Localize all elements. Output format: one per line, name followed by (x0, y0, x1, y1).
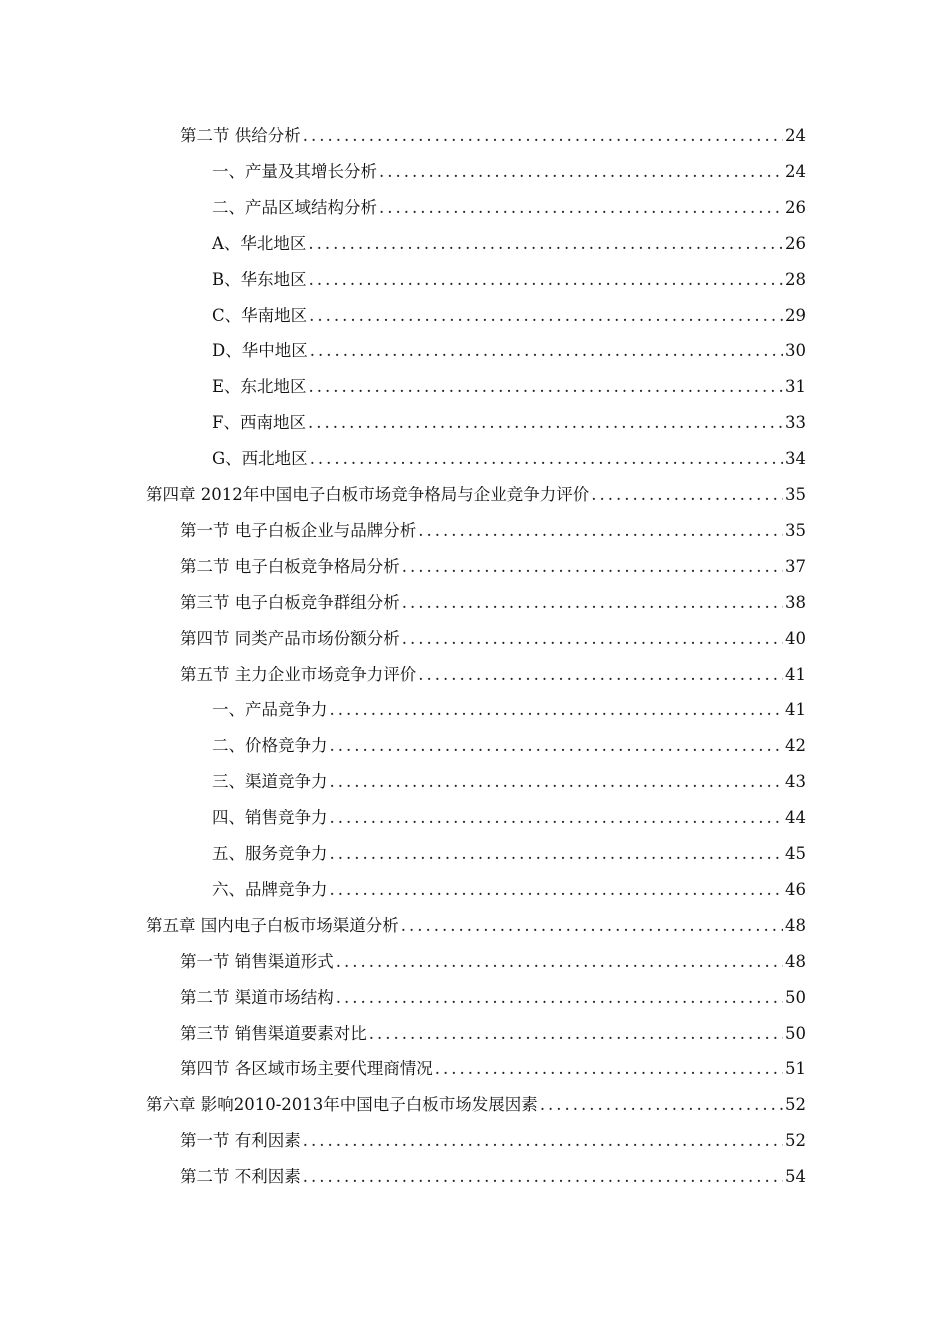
toc-entry[interactable] (212, 333, 806, 369)
toc-entry[interactable] (180, 585, 806, 621)
toc-entry-page-number: 44 (785, 808, 806, 828)
toc-entry[interactable] (212, 800, 806, 836)
toc-entry-page-number: 26 (785, 233, 806, 253)
toc-entry[interactable] (146, 477, 806, 513)
dot-leader (309, 262, 783, 298)
toc-entry-page-number: 29 (785, 305, 806, 325)
dot-leader (330, 764, 784, 800)
dot-leader (402, 585, 783, 621)
toc-entry-title: B、华东地区 (212, 269, 307, 289)
toc-entry-title: D、华中地区 (212, 341, 308, 361)
toc-entry[interactable] (212, 262, 806, 298)
dot-leader (308, 226, 783, 262)
toc-entry[interactable] (180, 1159, 806, 1195)
toc-entry-title: 第一节 电子白板企业与品牌分析 (180, 520, 417, 540)
toc-entry[interactable] (180, 1123, 806, 1159)
dot-leader (379, 154, 783, 190)
dot-leader (418, 513, 783, 549)
dot-leader (308, 405, 783, 441)
toc-entry-title: 一、产量及其增长分析 (212, 161, 377, 181)
toc-entry-title: A、华北地区 (212, 233, 307, 253)
dot-leader (402, 549, 783, 585)
toc-entry-title: 三、渠道竞争力 (212, 772, 328, 792)
toc-entry-title: 二、产品区域结构分析 (212, 197, 377, 217)
dot-leader (369, 1016, 783, 1052)
toc-entry[interactable] (212, 190, 806, 226)
dot-leader (418, 657, 783, 693)
toc-entry-page-number: 30 (785, 341, 806, 361)
toc-entry-page-number: 38 (785, 592, 806, 612)
dot-leader (402, 621, 783, 657)
toc-entry-title: 第四章 2012年中国电子白板市场竞争格局与企业竞争力评价 (146, 485, 590, 504)
toc-entry-page-number: 50 (785, 987, 806, 1007)
toc-entry[interactable] (146, 908, 806, 944)
toc-entry-page-number: 34 (785, 449, 806, 469)
toc-entry[interactable] (212, 441, 806, 477)
dot-leader (336, 944, 783, 980)
toc-entry-page-number: 42 (785, 736, 806, 756)
toc-entry-page-number: 28 (785, 269, 806, 289)
toc-entry[interactable] (180, 118, 806, 154)
toc-entry[interactable] (212, 764, 806, 800)
toc-entry-page-number: 24 (785, 161, 806, 181)
toc-entry-title: 第三节 销售渠道要素对比 (180, 1023, 367, 1043)
dot-leader (310, 441, 783, 477)
toc-entry-page-number: 43 (785, 772, 806, 792)
toc-entry-page-number: 37 (785, 556, 806, 576)
toc-entry-title: 二、价格竞争力 (212, 736, 328, 756)
toc-entry-title: 第五章 国内电子白板市场渠道分析 (146, 915, 399, 935)
dot-leader (303, 1123, 783, 1159)
toc-entry-title: 一、产品竞争力 (212, 700, 328, 720)
dot-leader (330, 800, 784, 836)
toc-entry-title: 第四节 同类产品市场份额分析 (180, 628, 400, 648)
dot-leader (303, 1159, 783, 1195)
toc-entry-page-number: 33 (785, 413, 806, 433)
toc-entry-title: 第四节 各区域市场主要代理商情况 (180, 1059, 433, 1079)
toc-entry-page-number: 51 (785, 1059, 806, 1079)
dot-leader (330, 728, 784, 764)
toc-entry[interactable] (180, 549, 806, 585)
toc-entry-page-number: 26 (785, 197, 806, 217)
toc-entry[interactable] (212, 298, 806, 334)
toc-entry-title: 第一节 销售渠道形式 (180, 951, 334, 971)
toc-entry[interactable] (180, 1051, 806, 1087)
toc-entry-page-number: 48 (785, 951, 806, 971)
toc-entry-page-number: 24 (785, 126, 806, 145)
toc-entry-page-number: 31 (785, 377, 806, 397)
toc-entry[interactable] (180, 944, 806, 980)
toc-entry-title: 第五节 主力企业市场竞争力评价 (180, 664, 417, 684)
toc-entry-title: 第六章 影响2010-2013年中国电子白板市场发展因素 (146, 1095, 538, 1115)
toc-entry-title: C、华南地区 (212, 305, 308, 325)
toc-entry[interactable] (180, 513, 806, 549)
dot-leader (309, 369, 783, 405)
toc-entry-title: E、东北地区 (212, 377, 307, 397)
toc-entry-page-number: 54 (785, 1167, 806, 1187)
toc-entry[interactable] (212, 226, 806, 262)
toc-entry[interactable] (146, 1087, 806, 1123)
toc-entry-title: 第二节 渠道市场结构 (180, 987, 334, 1007)
toc-entry[interactable] (212, 369, 806, 405)
toc-entry-page-number: 41 (785, 664, 806, 684)
dot-leader (310, 333, 783, 369)
toc-entry-page-number: 46 (785, 879, 806, 899)
toc-entry-title: 第二节 不利因素 (180, 1167, 301, 1187)
toc-entry-title: 第一节 有利因素 (180, 1131, 301, 1151)
dot-leader (330, 836, 784, 872)
toc-entry-page-number: 35 (785, 520, 806, 540)
toc-entry[interactable] (180, 621, 806, 657)
toc-entry-title: 第二节 供给分析 (180, 126, 301, 145)
toc-entry-title: 第三节 电子白板竞争群组分析 (180, 592, 400, 612)
toc-entry[interactable] (212, 154, 806, 190)
dot-leader (540, 1087, 783, 1123)
toc-entry[interactable] (212, 836, 806, 872)
toc-entry-title: 六、品牌竞争力 (212, 879, 328, 899)
dot-leader (435, 1051, 783, 1087)
dot-leader (309, 298, 783, 334)
dot-leader (591, 477, 783, 513)
dot-leader (336, 980, 783, 1016)
dot-leader (330, 692, 784, 728)
toc-entry-page-number: 52 (785, 1131, 806, 1151)
toc-entry-page-number: 45 (785, 844, 806, 863)
toc-entry[interactable] (212, 692, 806, 728)
toc-entry-page-number: 40 (785, 628, 806, 648)
toc-entry-title: 第二节 电子白板竞争格局分析 (180, 556, 400, 576)
toc-entry[interactable] (180, 657, 806, 693)
toc-entry[interactable] (212, 728, 806, 764)
toc-entry-title: F、西南地区 (212, 413, 306, 433)
toc-entry-page-number: 35 (785, 485, 806, 504)
toc-entry[interactable] (212, 872, 806, 908)
toc-entry-page-number: 41 (785, 700, 806, 720)
dot-leader (401, 908, 783, 944)
toc-entry[interactable] (180, 980, 806, 1016)
toc-entry[interactable] (212, 405, 806, 441)
dot-leader (379, 190, 783, 226)
toc-entry-title: 五、服务竞争力 (212, 844, 328, 863)
dot-leader (330, 872, 784, 908)
dot-leader (303, 118, 783, 154)
toc-entry-title: G、西北地区 (212, 449, 308, 469)
toc-entry-page-number: 52 (785, 1095, 806, 1115)
toc-entry[interactable] (180, 1016, 806, 1052)
toc-entry-title: 四、销售竞争力 (212, 808, 328, 828)
toc-entry-page-number: 48 (785, 915, 806, 935)
toc-entry-page-number: 50 (785, 1023, 806, 1043)
